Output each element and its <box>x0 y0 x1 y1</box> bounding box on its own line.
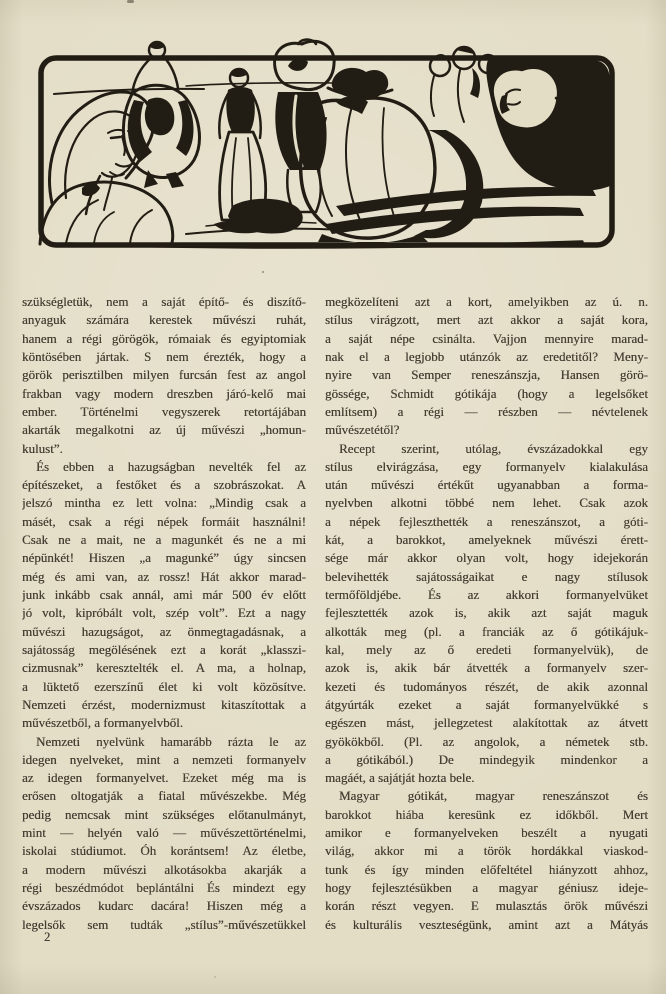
text-line: a modern művészi alkotásokba akarják a <box>22 861 306 877</box>
text-column-left <box>22 293 306 934</box>
text-line: Nemzeti nyelvünk hamarább rázta le az <box>36 733 306 749</box>
text-line: stílus virágzott, mert azt akkor a saját kora, <box>325 312 648 328</box>
text-line: tunk és így minden előfeltétel hiányzott ahhoz, <box>325 861 648 877</box>
text-line: kezeti és tudományos részét, de akik azonnal <box>325 678 648 694</box>
text-line: után művészi értékűt ugyanabban a forma- <box>325 477 648 493</box>
text-line: akarták megalkotni az új művészi „homun- <box>22 422 306 438</box>
text-line: Nemzeti érzést, modernizmust kitaszítottak a <box>22 696 306 712</box>
text-line: még és ami van, az rossz! Hát akkor marad- <box>22 568 306 584</box>
text-line: junk inkább csak annál, ami már 500 év előtt <box>22 587 306 602</box>
text-line: jelszó mintha ez lett volna: „Mindig csak a <box>22 495 306 511</box>
text-line: egészen mást, jellegzetest alakítottak az átvett <box>325 715 648 731</box>
paper-speck <box>214 976 216 978</box>
text-line: sége már akkor olyan volt, hogy idejekorán <box>325 550 648 566</box>
text-line: idegen nyelveket, mint a nemzeti formanyelv <box>22 751 306 767</box>
text-line: fejlesztették azok is, akik azt saját maguk <box>325 605 648 621</box>
text-line: alkották meg (pl. a franciák az ő gótikájuk- <box>325 623 648 639</box>
text-line: gössége, Schmidt gótikája (hogy a legelsőket <box>325 385 648 401</box>
text-line: És ebben a hazugságban nevelték fel az <box>36 458 306 474</box>
text-line: nak el a legjobb utánzók az eredetitől? Meny- <box>325 348 648 364</box>
text-line: másét, csak a régi népek formáit használni! <box>22 513 306 529</box>
text-line: Recept szerint, utólag, évszázadokkal egy <box>339 440 648 456</box>
text-line: nyelvben alkotni többé nem lehet. Csak azok <box>325 495 648 511</box>
header-illustration <box>36 38 621 255</box>
text-line: pedig nemcsak mint szükséges előtanulmányt, <box>22 806 306 822</box>
text-line: gyökökből. (Pl. az angolok, a németek stb. <box>325 733 648 749</box>
text-line: építészeket, a festőket és a szobrászokat. A <box>22 477 306 493</box>
text-line: termőföldjébe. És az akkori formanyelvüket <box>325 587 648 602</box>
text-line: nyire van Semper reneszánszja, Hansen görö- <box>325 367 648 383</box>
text-line: említsem) a régi — részben — névtelenek <box>325 403 648 419</box>
text-line: legelsők sem tudták „stílus”-művészetükkel <box>22 916 306 932</box>
text-line: ember. Történelmi vegyszerek retortájában <box>22 403 306 419</box>
paper-speck <box>262 271 264 273</box>
text-line: szükségletük, nem a saját építő- és diszítő- <box>22 294 306 309</box>
text-line: a gótikából.) De mindegyik mindenkor a <box>325 751 648 767</box>
text-line: kulust”. <box>22 440 63 456</box>
text-line: belevihették sajátosságaikat e nagy stílusok <box>325 568 648 584</box>
text-line: átgyúrták ezeket a saját formanyelvükké s <box>325 696 648 712</box>
text-line: azok is, akik bár átvették a formanyelv szer- <box>325 660 648 676</box>
text-line: anyaguk számára kerestek művészi ruhát, <box>22 312 306 328</box>
text-line: hanem a régi görögök, rómaiak és egyiptomiak <box>22 330 306 346</box>
text-line: frakban vagy modern dreszben járó-kelő mai <box>22 385 306 401</box>
text-line: jó volt, kipróbált volt, szép volt”. Ezt a nagy <box>22 605 306 621</box>
text-line: művészetből, a formanyelvből. <box>22 715 184 731</box>
text-line: Csak ne a mait, ne a magunkét és ne a mi <box>22 532 306 548</box>
text-line: barokkot hiába keresünk ez időkből. Mert <box>325 806 648 822</box>
text-line: kát, a barokkot, amelyeknek művészi érett- <box>325 532 648 548</box>
text-line: népünkét! Hiszen „a magunké” úgy sincsen <box>22 550 306 566</box>
text-line: amikor e formanyelveken beszélt a nyugati <box>325 825 648 841</box>
text-line: Magyar gótikát, magyar reneszánszot és <box>339 788 648 804</box>
text-line: magáét, a sajátját hozta bele. <box>325 770 475 786</box>
text-line: mint — helyén való — művészettörténelmi, <box>22 825 306 841</box>
text-column-right <box>325 293 648 934</box>
text-line: kal, mely az ő eredeti formanyelvük), de <box>325 641 648 657</box>
text-line: stílus elvirágzása, egy formanyelv kialakulása <box>325 458 648 474</box>
page-number: 2 <box>44 930 51 944</box>
text-line: köntösében jártak. S nem érezték, hogy a <box>22 348 306 364</box>
text-line: megközelíteni azt a kort, amelyikben az ú. n. <box>325 294 648 309</box>
text-line: hogy fejlesztésükben a magyar géniusz ideje- <box>325 880 648 895</box>
woodcut-peasant-women-illustration <box>36 38 621 255</box>
text-line: évszázados kudarc dacára! Hiszen még a <box>22 898 306 914</box>
text-line: a népek fejleszthették a reneszánszot, a góti- <box>325 513 648 529</box>
text-line: világ, akkor mi a török hordákkal viaskod- <box>325 843 648 859</box>
text-line: erősen oltogatják a fiatal művészekbe. Még <box>22 788 306 804</box>
text-line: a lüktető ezerszínű élet ki volt közösítve. <box>22 678 306 694</box>
text-line: az idegen formanyelvet. Ezeket még ma is <box>22 770 306 786</box>
text-line: és kulturális veszteségünk, amint azt a Mátyás <box>325 916 648 932</box>
text-line: iskolai stúdiumot. Óh korántsem! Az életbe, <box>22 843 306 859</box>
text-line: régi beszédmódot beplántálni És mindezt egy <box>22 880 306 895</box>
paper-speck <box>127 0 134 3</box>
text-line: művészetétől? <box>325 422 400 438</box>
text-line: görök perisztilben milyen furcsán fest az angol <box>22 367 306 383</box>
text-line: művészi hazugságot, az önmegtagadásnak, a <box>22 623 306 639</box>
text-line: korán részt vegyen. E mulasztás örök művészi <box>325 898 648 914</box>
text-line: sajátosság megölésének ezt a korát „klasszi- <box>22 641 306 657</box>
text-line: a saját népe csinálta. Vajjon mennyire marad- <box>325 330 648 346</box>
text-line: cizmusnak” keresztelték el. A ma, a holnap, <box>22 660 306 676</box>
